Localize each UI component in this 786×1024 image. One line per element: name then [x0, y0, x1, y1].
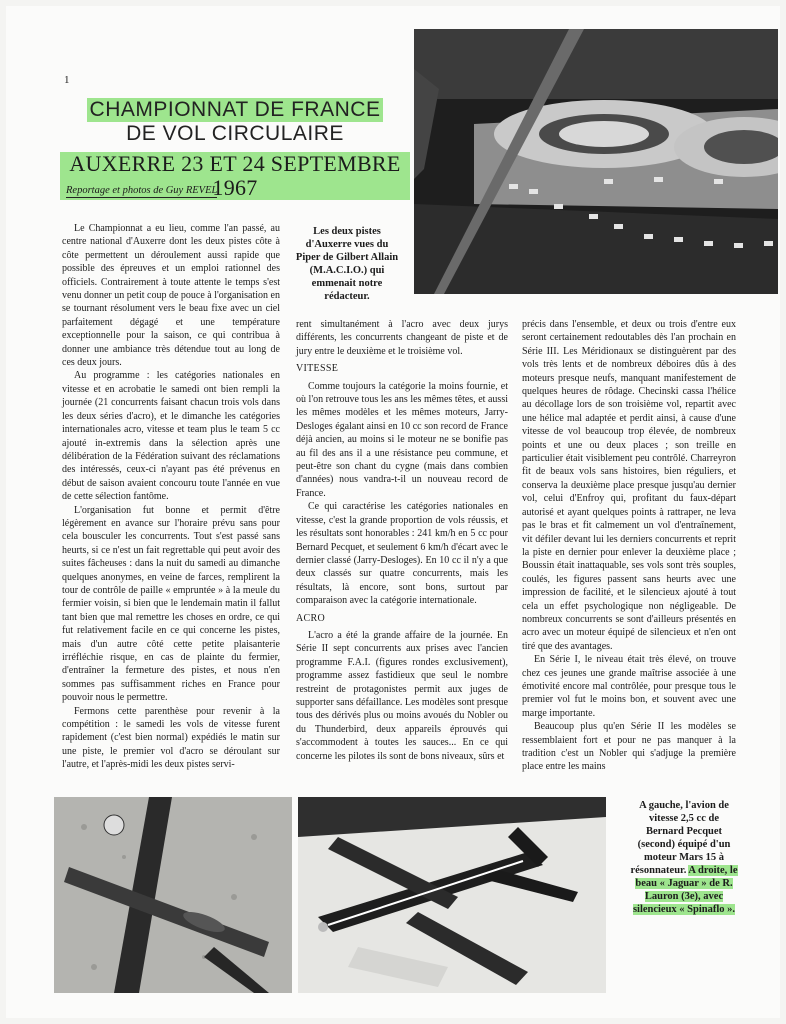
title-line-3: AUXERRE 23 ET 24 SEPTEMBRE 1967: [60, 152, 410, 200]
photo-bottom-caption: [630, 799, 738, 916]
paragraph: En Série I, le niveau était très élevé, on trouve chez ces jeunes une grande maîtrise associée à une émotivité encore mal contrôlée, pour presque tous le premier vol fut le moins bon, et souvent avec une marge importante.: [522, 654, 736, 719]
paragraph: L'acro a été la grande affaire de la journée. En Série II sept concurrents aux prises avec l'ancien programme F.A.I. (figures rondes exclusivement), programme assez fastidieux que seul le nombre restreint de protagonistes permit aux juges de supporter sans défaillance. Les modèles sont presque tous des dérivés plus ou moins avoués du Nobler ou du Thunderbird, deux appareils éprouvés qui s'accommodent à toutes les sauces... En ce qui concerne les pilotes ils sont de bons niveaux, sûrs et: [296, 629, 508, 762]
title-line-2: DE VOL CIRCULAIRE: [126, 122, 344, 145]
article-column-3: [522, 318, 736, 774]
paragraph: Comme toujours la catégorie la moins fournie, et où l'on retrouve tous les ans les mêmes têtes, et aussi les mêmes modèles et les mêmes moteurs, Jarry-Desloges égalant ainsi en 10 cc son record de France déjà ancien, au moins si le moteur ne se bonifie pas au fil des ans il a une résistance peu commune, et peut-être son chant du cygne (mais dans combien d'années) nous vandra-t-il un nouveau record de France.: [296, 380, 508, 499]
page-mark: 1: [64, 74, 70, 86]
article-column-1: [62, 222, 280, 772]
photo-jaguar-model: [298, 797, 606, 993]
article-column-2: [296, 318, 508, 763]
paragraph: précis dans l'ensemble, et deux ou trois d'entre eux seront certainement redoutables dès l'an prochain en Série III. Les Méridionaux se distinguèrent par des vols très lents et de nombreux déboires dûs à des moteurs presque neufs, manquant manifestement de quelques heures de rôdage. Checinski cassa l'hélice au décollage lors de son troisième vol, repartit avec une hélice mal adaptée et perdit ainsi, à cause d'une vitesse de vol beaucoup trop élevée, de nombreux points et une ou deux places ; son treille en particulier était visiblement peu contrôlé. Charreyron fit de beaux vols sans histoires, bien réguliers, et conserva la deuxième place presque jusqu'au dernier vol, celui d'Enfroy qui, profitant du faux-départ autorisé et ayant quelques points à rattraper, ne leva pas le bras et fit calmement un vol d'entraînement, vit défiler devant lui les derniers concurrents et reprit la piste en dernier pour enlever la deuxième place ; Boussin était inattaquable, ses vols sont très souples, coulés, les figures passent sans heurts avec une impression de facilité, et le silencieux ajouté à tout cela un effet psychologique non négligeable. De nombreux concurrents se sont d'ailleurs présentés en acro avec un moteur équipé de silencieux et n'en ont tiré que des avantages.: [522, 319, 736, 652]
paragraph: rent simultanément à l'acro avec deux jurys différents, les concurrents changeant de piste et de jury entre le deuxième et le troisième vol.: [296, 319, 508, 357]
caption-right-photo: A droite, le beau « Jaguar » de R. Lauron (3e), avec silencieux « Spinaflo ».: [632, 865, 738, 915]
jaguar-model-illustration: [298, 797, 606, 993]
section-heading-acro: ACRO: [296, 612, 325, 624]
speed-model-illustration: [54, 797, 292, 993]
photo-speed-model: [54, 797, 292, 993]
byline: Reportage et photos de Guy REVEL: [66, 185, 218, 196]
paragraph: Le Championnat a eu lieu, comme l'an passé, au centre national d'Auxerre dont les deux pistes côte à côte permettent un déroulement aussi rapide que possible des épreuves et un emploi rationnel des officiels. Contrairement à toute attente le temps s'est venu donner un petit coup de pouce à l'organisation en se tournant résolument vers le beau fixe avec un ciel parfaitement dégagé et une température exceptionnelle pour la saison, ce qui contribua à donner une ambiance très détendue tout au long de ces deux jours.: [62, 223, 280, 369]
paragraph: Fermons cette parenthèse pour revenir à la compétition : le samedi les vols de vitesse furent rapidement (c'est bien normal) expédiés le matin sur une piste, le premier vol d'acro se déroulant sur l'autre, et l'après-midi les deux pistes servi-: [62, 705, 280, 771]
paragraph: Ce qui caractérise les catégories nationales en vitesse, c'est la grande proportion de vols réussis, et les résultats sont honorables : 241 km/h en 5 cc pour Bernard Pecquet, et seulement 6 km/h d'écart avec le dernier classé (Jarry-Desloges). En 10 cc il n'y a que deux classés sur quatre concurrents, mais les résultats, là encore, sont bons, surtout par comparaison avec la catégorie internationale.: [296, 501, 508, 607]
paragraph: Beaucoup plus qu'en Série II les modèles se ressemblaient fort et pour ne pas manquer à la tradition c'est un Nobler qui s'adjuge la première place entre les mains: [522, 721, 736, 773]
photo-top-caption: Les deux pistes d'Auxerre vues du Piper de Gilbert Allain (M.A.C.I.O.) qui emmenait notre rédacteur.: [295, 226, 399, 302]
caption-left-photo: A gauche, l'avion de vitesse 2,5 cc de Bernard Pecquet (second) équipé d'un moteur Mars 15 à résonnateur.: [630, 800, 731, 876]
paragraph: Au programme : les catégories nationales en vitesse et en acrobatie le samedi ont bien rempli la journée (21 concurrents faisant chacun trois vols dans les deux séries d'acro), et le dimanche les catégories internationales acro, vitesse et team plus le team 5 cc ajouté in-extremis dans la sélection après une délibération de la Fédération suivant des réclamations des intéressés, ceux-ci n'ayant pas été prévenus en début de saison avaient concouru toute l'année en vue de cette sélection fantôme.: [62, 370, 280, 503]
aerial-photo-illustration: [414, 29, 778, 294]
section-heading-vitesse: VITESSE: [296, 363, 339, 375]
title-line-1: CHAMPIONNAT DE FRANCE: [87, 98, 384, 122]
photo-aerial-tracks: [414, 29, 778, 294]
paragraph: L'organisation fut bonne et permit d'être légèrement en avance sur l'horaire prévu sans pour cela bousculer les concurrents. Tout s'est passé sans heurts, si ce n'est un fait regrettable qui peut avoir des suites fâcheuses : dans la nuit du samedi au dimanche quelques anonymes, en veine de farces, remplirent la tour de contrôle de paille « empruntée » à la meule du fermier voisin, si bien que le lendemain matin il fallut tant bien que mal remettre les choses en ordre, ce qui fut relativement facile en ce qui concerne les pistes, mais d'un autre côté cette petite plaisanterie irréfléchie risque, en cas de plainte du fermier, d'entraîner la fermeture des pistes, et nous n'en sommes pas suffisamment riches en France pour pouvoir nous le permettre.: [62, 504, 280, 704]
